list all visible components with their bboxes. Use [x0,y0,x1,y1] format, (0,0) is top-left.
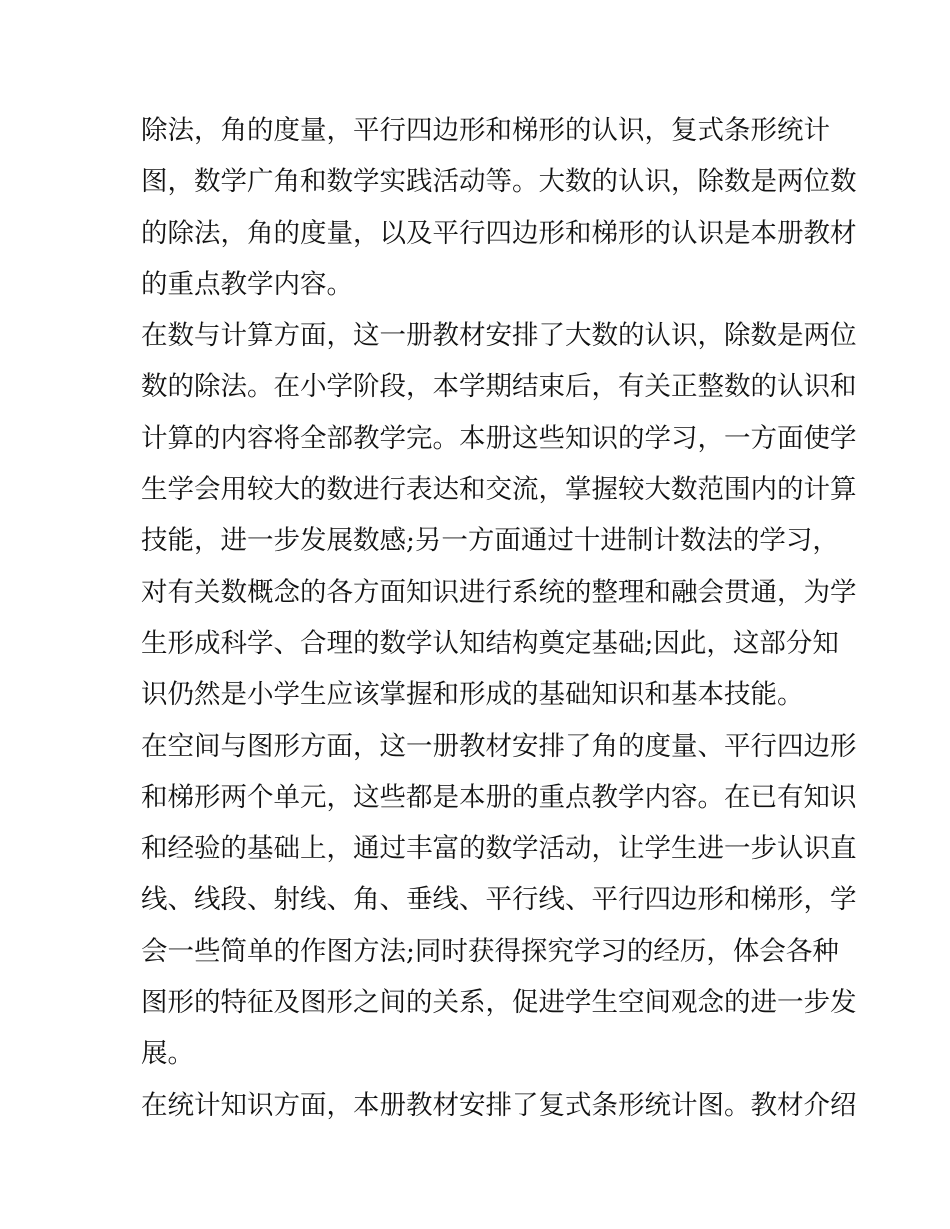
text-line: 的除法，角的度量，以及平行四边形和梯形的认识是本册教材 [141,217,857,249]
text-line: 在统计知识方面，本册教材安排了复式条形统计图。教材介绍 [141,1089,857,1121]
text-line: 和梯形两个单元，这些都是本册的重点教学内容。在已有知识 [141,781,857,813]
text-line: 识仍然是小学生应该掌握和形成的基础知识和基本技能。 [141,679,804,711]
document-body [141,105,857,1131]
text-line: 展。 [141,1038,194,1070]
text-line: 图形的特征及图形之间的关系，促进学生空间观念的进一步发 [141,987,857,1019]
text-line: 和经验的基础上，通过丰富的数学活动，让学生进一步认识直 [141,833,857,865]
text-line: 在空间与图形方面，这一册教材安排了角的度量、平行四边形 [141,730,857,762]
text-line: 技能，进一步发展数感;另一方面通过十进制计数法的学习， [141,525,839,557]
text-line: 计算的内容将全部教学完。本册这些知识的学习，一方面使学 [141,422,857,454]
text-line: 生形成科学、合理的数学认知结构奠定基础;因此，这部分知 [141,627,839,659]
text-line: 对有关数概念的各方面知识进行系统的整理和融会贯通，为学 [141,576,857,608]
text-line: 图，数学广角和数学实践活动等。大数的认识，除数是两位数 [141,166,857,198]
text-line: 的重点教学内容。 [141,268,353,300]
text-line: 除法，角的度量，平行四边形和梯形的认识，复式条形统计 [141,115,830,146]
text-line: 数的除法。在小学阶段，本学期结束后，有关正整数的认识和 [141,371,857,403]
text-line: 会一些简单的作图方法;同时获得探究学习的经历，体会各种 [141,935,839,967]
text-line: 在数与计算方面，这一册教材安排了大数的认识，除数是两位 [141,320,857,352]
text-line: 线、线段、射线、角、垂线、平行线、平行四边形和梯形，学 [141,884,857,916]
text-line: 生学会用较大的数进行表达和交流，掌握较大数范围内的计算 [141,474,857,506]
